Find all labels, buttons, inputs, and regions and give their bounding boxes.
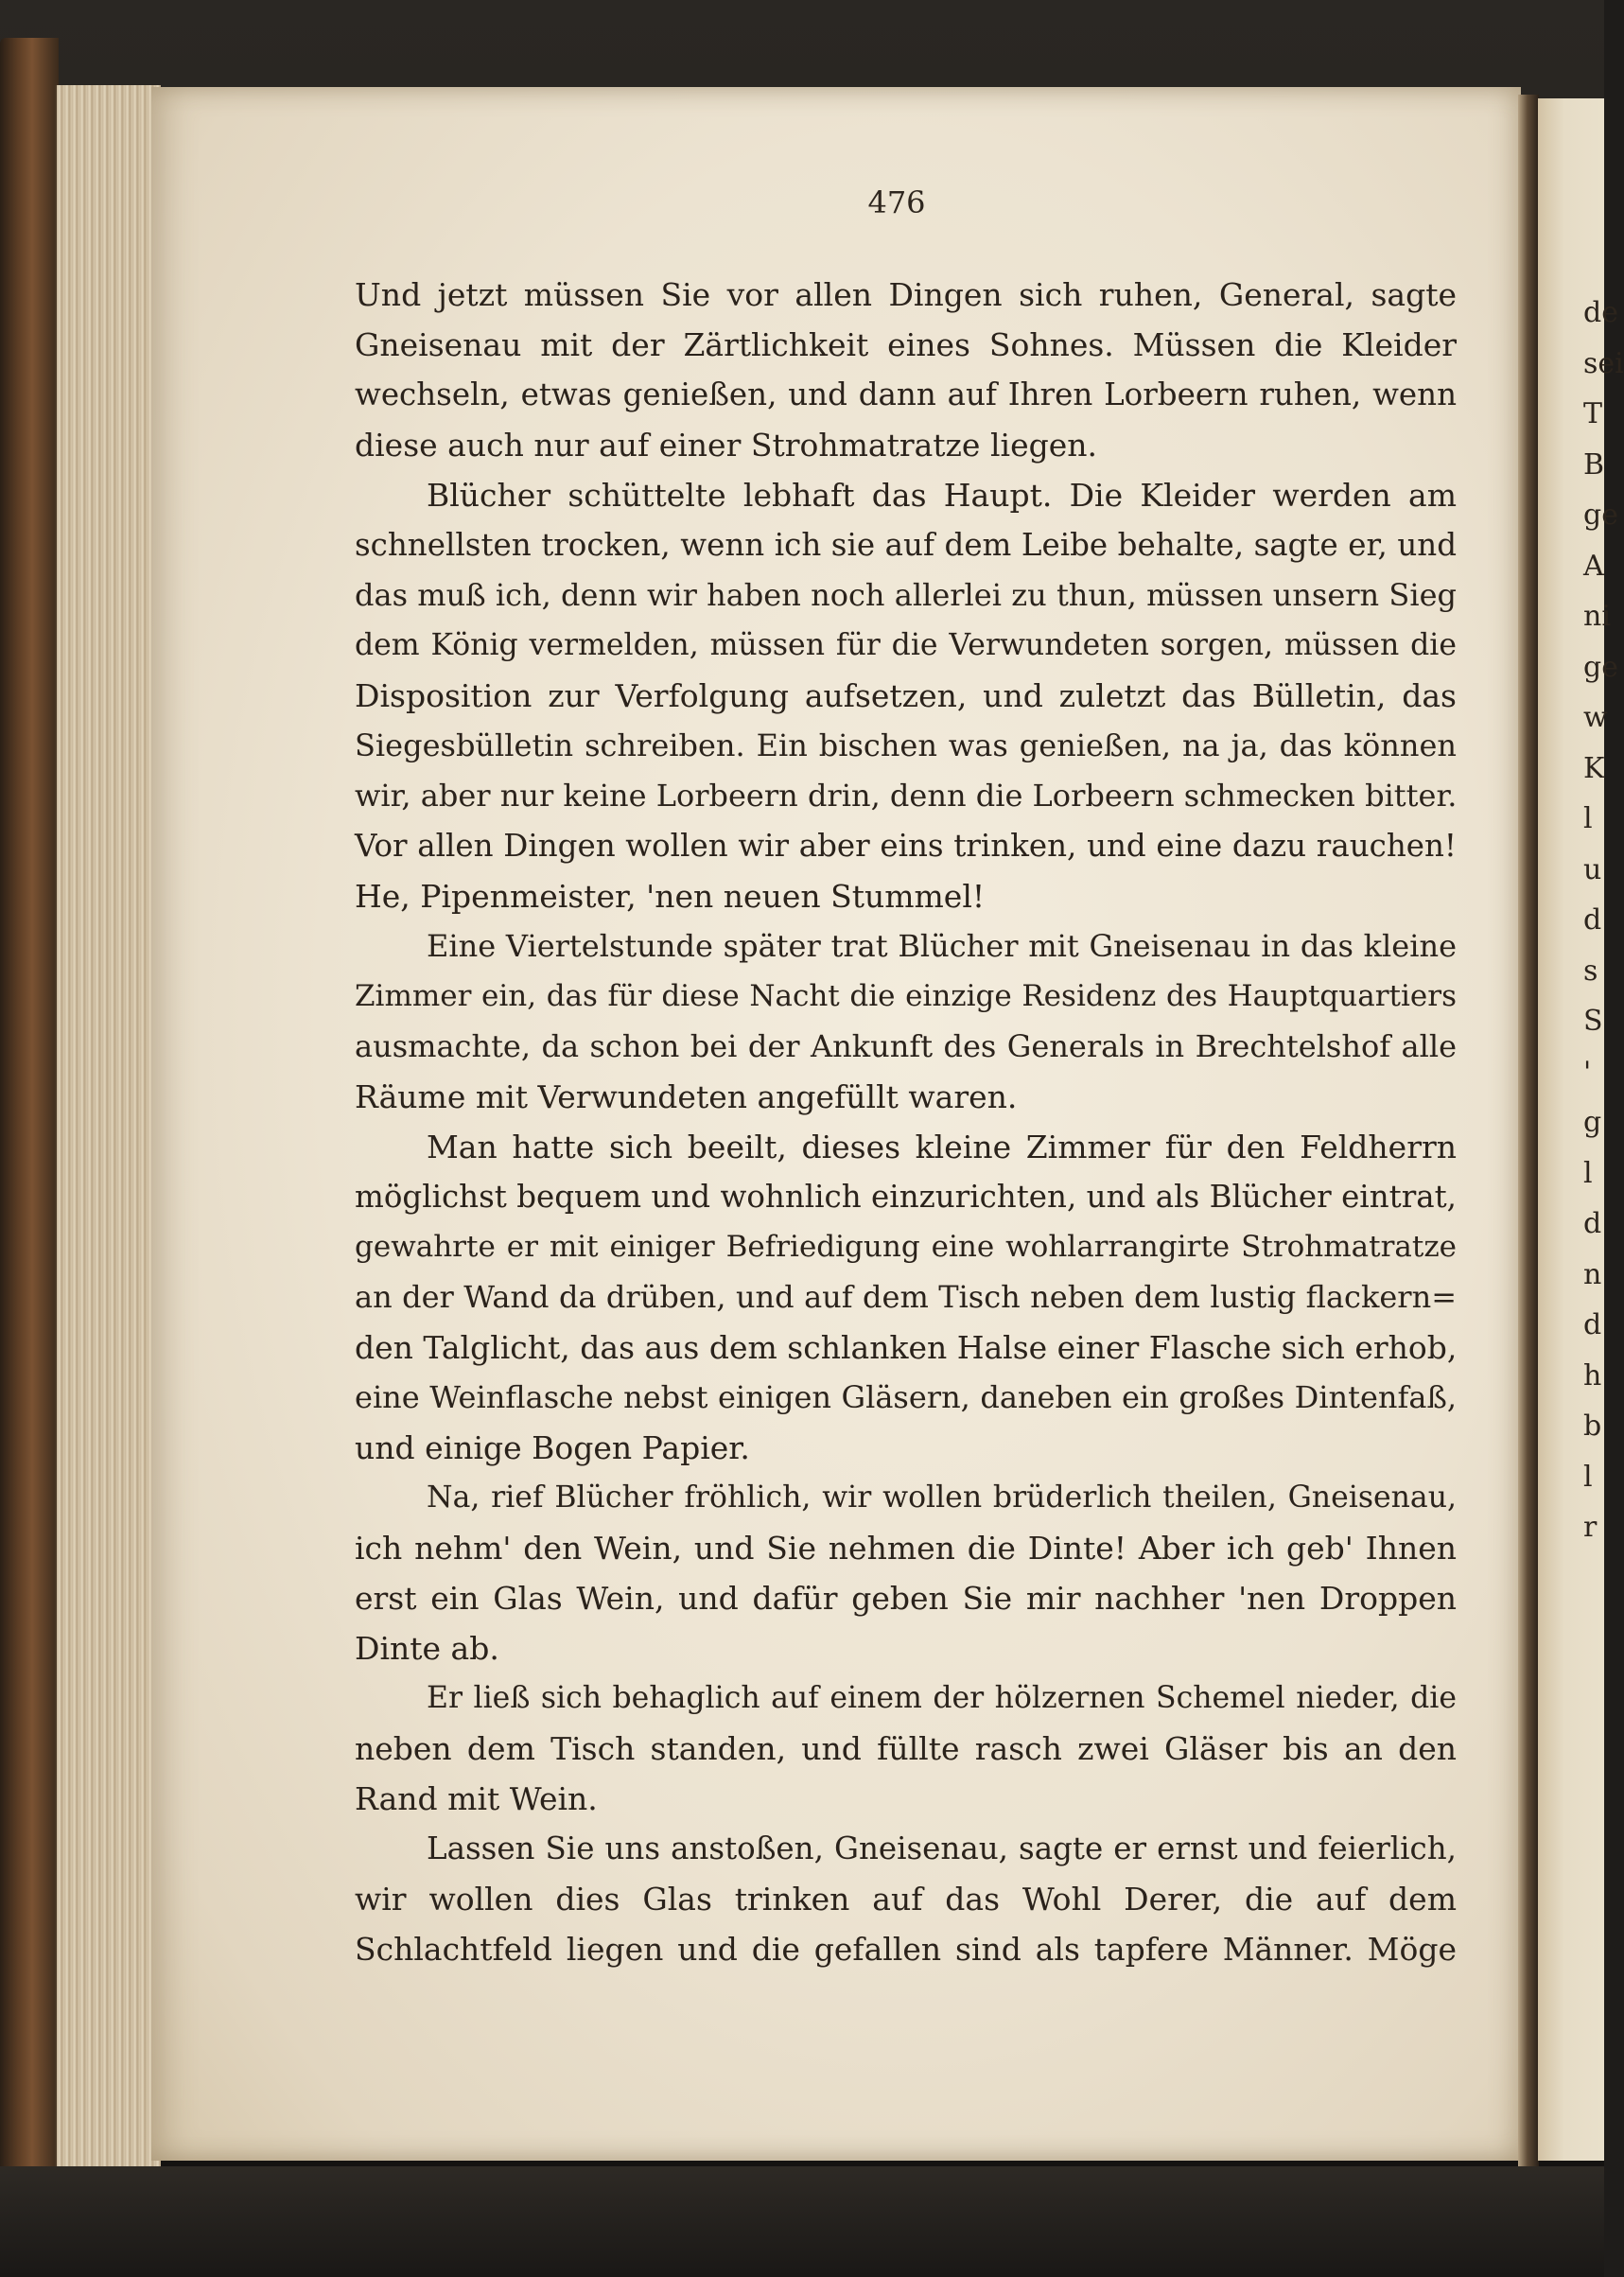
text-line: Schlachtfeld liegen und die gefallen sind als tapfere Männer. Möge	[355, 1931, 1457, 1968]
text-line: ich nehm' den Wein, und Sie nehmen die Dinte! Aber ich geb' Ihnen	[355, 1530, 1457, 1567]
facing-page-fragment: A	[1583, 549, 1604, 583]
facing-page-fragment: g	[1583, 1106, 1602, 1139]
facing-page-fragment: S	[1583, 1005, 1603, 1038]
text-line: Lassen Sie uns anstoßen, Gneisenau, sagte er ernst und feierlich,	[427, 1830, 1457, 1866]
facing-page-fragment: h	[1583, 1358, 1602, 1392]
text-line: He, Pipenmeister, 'nen neuen Stummel!	[355, 878, 986, 915]
text-line: Na, rief Blücher fröhlich, wir wollen brüderlich theilen, Gneisenau,	[427, 1480, 1457, 1515]
scan-background-bottom	[0, 2166, 1604, 2277]
facing-page-fragment: l	[1583, 1460, 1593, 1494]
facing-page-fragment: B	[1583, 447, 1605, 482]
facing-page-fragment: n	[1583, 1257, 1602, 1291]
text-line: diese auch nur auf einer Strohmatratze liegen.	[355, 427, 1097, 464]
facing-page-fragment: ni	[1583, 600, 1611, 633]
text-line: Rand mit Wein.	[355, 1780, 598, 1817]
text-line: Räume mit Verwundeten angefüllt waren.	[355, 1078, 1018, 1115]
text-line: gewahrte er mit einiger Befriedigung eine wohlarrangirte Strohmatratze	[355, 1230, 1457, 1264]
text-line: Eine Viertelstunde später trat Blücher mit Gneisenau in das kleine	[427, 928, 1457, 964]
text-line: Disposition zur Verfolgung aufsetzen, und zuletzt das Bülletin, das	[355, 677, 1457, 714]
facing-page-fragments	[1583, 288, 1624, 1553]
facing-page-fragment: '	[1583, 1055, 1592, 1089]
text-line: Gneisenau mit der Zärtlichkeit eines Sohnes. Müssen die Kleider	[355, 326, 1457, 363]
text-line: wir, aber nur keine Lorbeern drin, denn die Lorbeern schmecken bitter.	[355, 778, 1458, 814]
text-line: Blücher schüttelte lebhaft das Haupt. Die Kleider werden am	[427, 477, 1457, 514]
facing-page-fragment: de	[1583, 296, 1618, 329]
page-body-text	[355, 270, 1457, 1974]
facing-page-fragment: K	[1583, 751, 1605, 785]
facing-page-fragment: w	[1583, 701, 1608, 734]
facing-page-fragment: b	[1583, 1410, 1602, 1443]
book-binding	[0, 38, 59, 2176]
facing-page-fragment: sei	[1583, 346, 1624, 380]
page-number: 476	[867, 184, 926, 220]
facing-page-fragment: l	[1583, 1156, 1593, 1190]
facing-page-fragment: ge	[1583, 499, 1618, 532]
text-line: Zimmer ein, das für diese Nacht die einzige Residenz des Hauptquartiers	[355, 979, 1457, 1013]
text-line: Dinte ab.	[355, 1630, 499, 1667]
facing-page-fragment: ge	[1583, 650, 1618, 684]
text-line: schnellsten trocken, wenn ich sie auf dem Leibe behalte, sagte er, und	[355, 527, 1457, 563]
facing-page-fragment: u	[1583, 852, 1602, 886]
text-line: Er ließ sich behaglich auf einem der hölzernen Schemel nieder, die	[427, 1681, 1457, 1715]
text-line: an der Wand da drüben, und auf dem Tisch neben dem lustig flackern=	[355, 1279, 1457, 1315]
page-edges	[55, 85, 161, 2176]
text-line: und einige Bogen Papier.	[355, 1429, 750, 1466]
text-line: Man hatte sich beeilt, dieses kleine Zimmer für den Feldherrn	[427, 1129, 1457, 1165]
text-line: wechseln, etwas genießen, und dann auf Ihren Lorbeern ruhen, wenn	[355, 377, 1457, 412]
text-line: dem König vermelden, müssen für die Verwundeten sorgen, müssen die	[355, 628, 1457, 662]
facing-page-fragment: d	[1583, 903, 1602, 937]
text-line: neben dem Tisch standen, und füllte rasch zwei Gläser bis an den	[355, 1730, 1457, 1767]
text-line: Und jetzt müssen Sie vor allen Dingen sich ruhen, General, sagte	[355, 276, 1457, 313]
book-gutter	[1518, 95, 1539, 2166]
text-line: wir wollen dies Glas trinken auf das Wohl Derer, die auf dem	[355, 1881, 1457, 1918]
text-line: Vor allen Dingen wollen wir aber eins trinken, und eine dazu rauchen!	[355, 828, 1457, 864]
text-line: möglichst bequem und wohnlich einzurichten, und als Blücher eintrat,	[355, 1179, 1457, 1215]
text-line: den Talglicht, das aus dem schlanken Halse einer Flasche sich erhob,	[355, 1329, 1458, 1366]
facing-page-fragment: d	[1583, 1207, 1602, 1240]
facing-page-fragment: d	[1583, 1308, 1602, 1341]
facing-page-fragment: s	[1583, 954, 1598, 988]
text-line: erst ein Glas Wein, und dafür geben Sie mir nachher 'nen Droppen	[355, 1580, 1457, 1617]
text-line: eine Weinflasche nebst einigen Gläsern, daneben ein großes Dintenfaß,	[355, 1379, 1457, 1415]
facing-page-fragment: l	[1583, 802, 1593, 835]
text-line: das muß ich, denn wir haben noch allerlei zu thun, müssen unsern Sieg	[355, 577, 1457, 613]
facing-page-fragment: T	[1583, 397, 1603, 430]
facing-page-edge	[1538, 98, 1624, 2161]
facing-page-fragment: r	[1583, 1511, 1598, 1544]
text-line: Siegesbülletin schreiben. Ein bischen was genießen, na ja, das können	[355, 727, 1457, 763]
text-line: ausmachte, da schon bei der Ankunft des Generals in Brechtelshof alle	[355, 1028, 1457, 1064]
